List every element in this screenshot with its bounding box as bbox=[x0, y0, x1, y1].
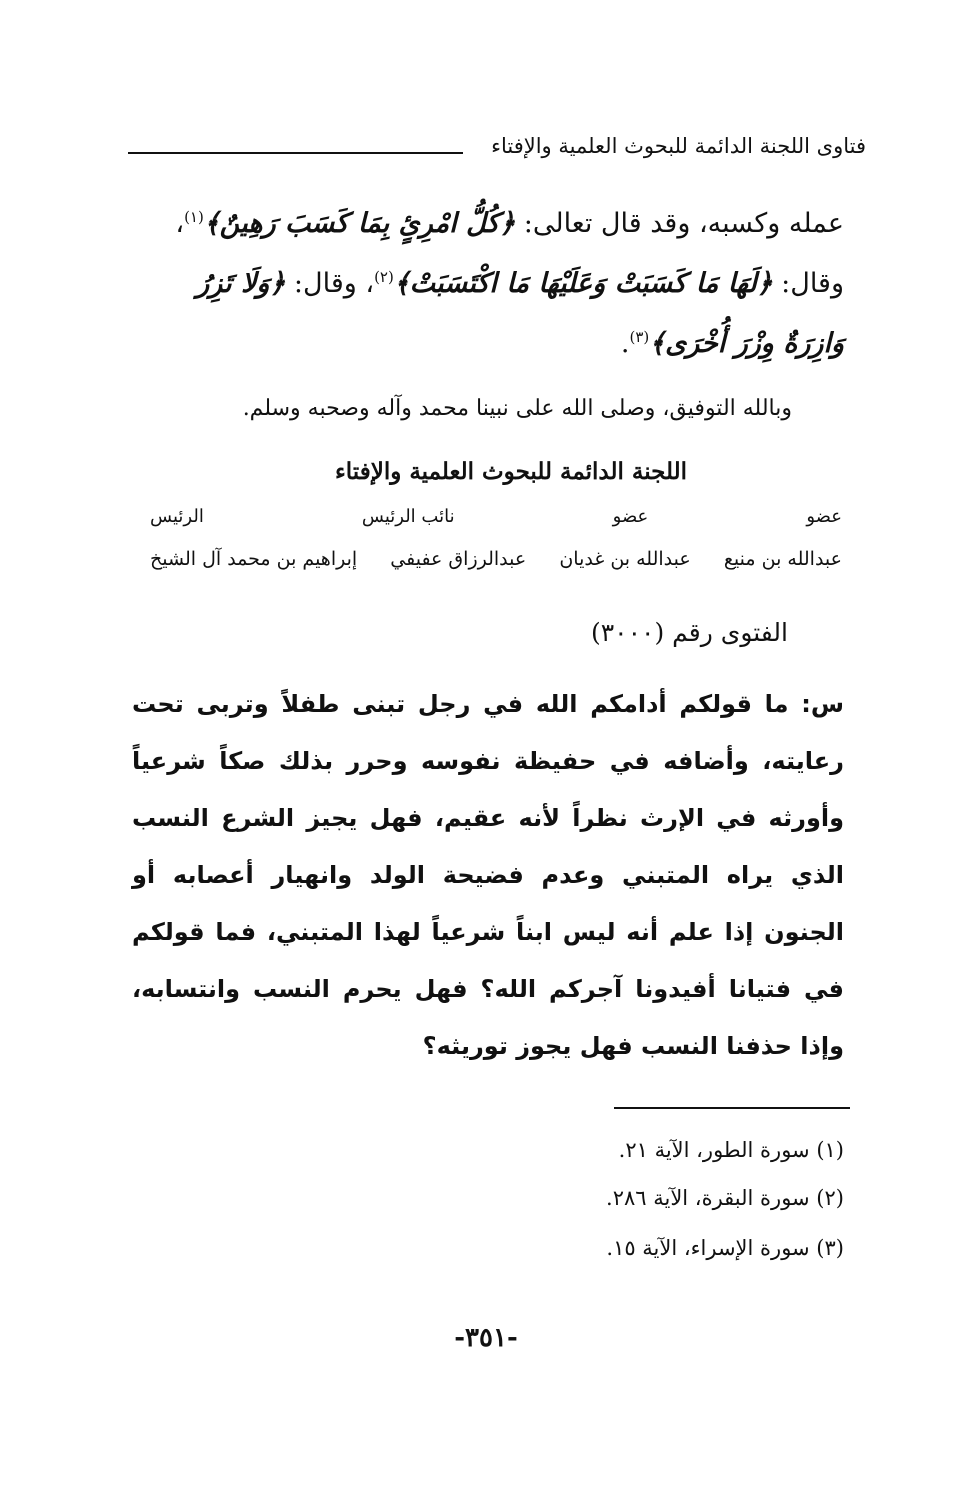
signatory-roles bbox=[150, 506, 842, 536]
signatory-name: إبراهيم بن محمد آل الشيخ bbox=[150, 548, 358, 570]
signatory-role: عضو bbox=[806, 506, 842, 527]
footnote-2: (٢) سورة البقرة، الآية ٢٨٦. bbox=[606, 1186, 844, 1210]
footnote-1: (١) سورة الطور، الآية ٢١. bbox=[618, 1138, 844, 1162]
verse-line-3 bbox=[128, 312, 844, 369]
verse-tail: . bbox=[620, 328, 630, 359]
quran-quote: وَازِرَةٌ وِزْرَ أُخْرَى﴾ bbox=[649, 328, 844, 359]
quran-quote: ﴿كُلُّ امْرِئٍ بِمَا كَسَبَ رَهِينٌ﴾ bbox=[203, 208, 516, 239]
fatwa-number: الفتوى رقم (٣٠٠٠) bbox=[590, 618, 788, 647]
footnote-rule bbox=[614, 1107, 850, 1109]
signatory-names bbox=[150, 548, 842, 578]
verse-tail: ، bbox=[175, 208, 185, 239]
verse-line-2 bbox=[128, 252, 844, 309]
quran-quote: ﴿وَلَا تَزِرُ bbox=[196, 268, 286, 299]
running-head-title: فتاوى اللجنة الدائمة للبحوث العلمية والإفتاء bbox=[491, 134, 866, 158]
verse-text: عمله وكسبه، وقد قال تعالى: bbox=[515, 208, 844, 239]
footnote-ref: (٣) bbox=[629, 328, 650, 346]
signatory-name: عبدالرزاق عفيفي bbox=[390, 548, 527, 570]
header-rule bbox=[128, 152, 463, 154]
signatory-role: الرئيس bbox=[150, 506, 204, 527]
page-number: -٣٥١- bbox=[454, 1323, 518, 1353]
signatory-name: عبدالله بن غديان bbox=[559, 548, 691, 570]
footnote-ref: (٢) bbox=[374, 268, 394, 286]
footnote-ref: (١) bbox=[184, 208, 204, 226]
signatory-role: عضو bbox=[612, 506, 649, 527]
footnote-3: (٣) سورة الإسراء، الآية ١٥. bbox=[606, 1236, 844, 1260]
signatory-role: نائب الرئيس bbox=[361, 506, 455, 527]
question-block bbox=[132, 676, 844, 1075]
verse-text: وقال: bbox=[772, 268, 844, 299]
running-header bbox=[128, 130, 866, 170]
verse-line-1 bbox=[128, 192, 844, 249]
committee-title: اللجنة الدائمة للبحوث العلمية والإفتاء bbox=[334, 458, 688, 485]
quran-quote: ﴿لَهَا مَا كَسَبَتْ وَعَلَيْهَا مَا اكْتَسَبَتْ﴾ bbox=[393, 268, 773, 299]
signatory-name: عبدالله بن منيع bbox=[723, 548, 842, 570]
closing-line: وبالله التوفيق، وصلى الله على نبينا محمد وآله وصحبه وسلم. bbox=[242, 396, 792, 421]
question-text: س: ما قولكم أدامكم الله في رجل تبنى طفلاً وتربى تحت رعايته، وأضافه في حفيظة نفوسه وحرر بذلك صكاً شرعياً وأورثه في الإرث نظراً لأنه عقيم، فهل يجيز الشرع النسب الذي يراه المتبني وعدم فضيحة الولد وانهيار أعصابه أو الجنون إذا علم أنه ليس ابناً شرعياً لهذا المتبني، فما قولكم في فتيانا أفيدونا آجركم الله؟ فهل يحرم النسب وانتسابه، وإذا حذفنا النسب فهل يجوز توريثه؟ bbox=[132, 690, 844, 1060]
verse-tail: ، وقال: bbox=[285, 268, 375, 299]
